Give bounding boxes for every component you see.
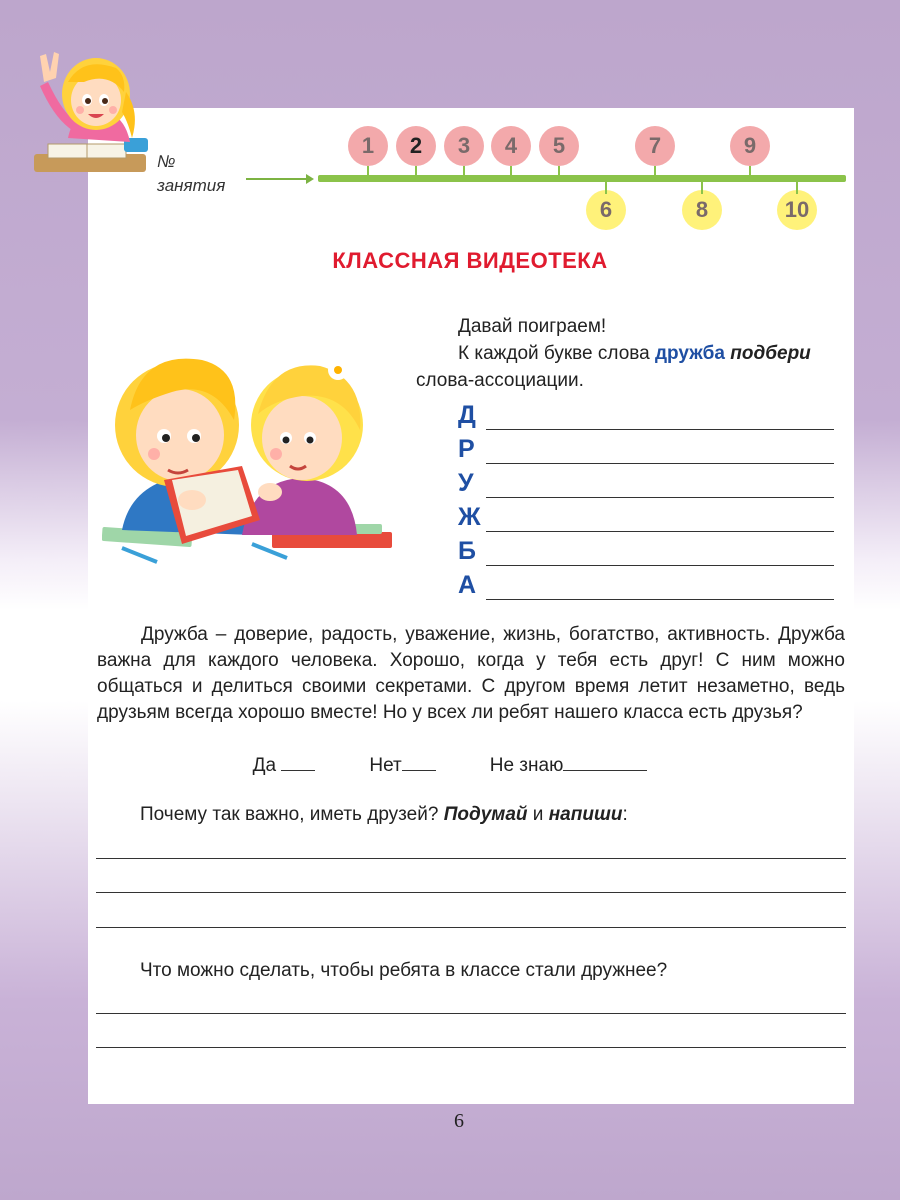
lesson-number-bubble: 9 (730, 126, 770, 166)
timeline-tick (463, 166, 465, 182)
answer-line[interactable] (96, 1047, 846, 1048)
instruction-line-2 (416, 340, 856, 367)
answer-yes[interactable] (253, 752, 316, 777)
lesson-number-bubble: 6 (586, 190, 626, 230)
question-1-text: Почему так важно, иметь друзей? (140, 804, 444, 825)
lesson-number-bubble: 7 (635, 126, 675, 166)
page-title: КЛАССНАЯ ВИДЕОТЕКА (332, 248, 608, 273)
answer-line[interactable] (96, 1013, 846, 1014)
acrostic-answer-line[interactable] (486, 575, 834, 600)
instruction-line-1: Давай поиграем! (458, 316, 607, 337)
lesson-number-bubble: 3 (444, 126, 484, 166)
question-1-and: и (527, 804, 549, 825)
keyword-podberi: подбери (730, 343, 811, 364)
timeline-tick (415, 166, 417, 182)
arrow-right-icon (246, 178, 312, 180)
answer-no[interactable] (369, 752, 435, 777)
answer-options (0, 752, 900, 777)
question-1-colon: : (622, 804, 628, 825)
timeline-tick (796, 178, 798, 194)
answer-no-label: Нет (369, 755, 402, 776)
timeline-tick (749, 166, 751, 182)
answer-line[interactable] (96, 927, 846, 928)
answer-dont-know-label: Не знаю (489, 755, 564, 776)
lesson-number-sign: № (157, 152, 176, 171)
task-instruction (416, 313, 856, 394)
paragraph-text: Дружба – доверие, радость, уважение, жизнь, богатство, активность. Дружба важна для каждого человека. Хорошо, когда у тебя есть друг! С ним можно общаться и делиться своими секретами. С другом время летит незаметно, ведь друзьям всегда хорошо вместе! Но у всех ли ребят нашего класса есть друзья? (97, 624, 845, 723)
friendship-paragraph (97, 622, 845, 726)
answer-yes-label: Да (252, 755, 277, 776)
acrostic-answer-list (458, 396, 838, 600)
acrostic-row (458, 532, 838, 566)
acrostic-row (458, 566, 838, 600)
timeline-tick (654, 166, 656, 182)
timeline-tick (605, 178, 607, 194)
lesson-number-bubble: 1 (348, 126, 388, 166)
acrostic-letter: У (458, 469, 474, 497)
acrostic-row (458, 396, 838, 430)
answer-no-blank[interactable] (402, 752, 436, 771)
acrostic-answer-line[interactable] (486, 405, 834, 430)
keyword-druzhba: дружба (655, 343, 725, 364)
page-number: 6 (454, 1110, 464, 1132)
question-2: Что можно сделать, чтобы ребята в классе стали дружнее? (140, 960, 668, 981)
answer-yes-blank[interactable] (281, 752, 315, 771)
lesson-number-bubble: 8 (682, 190, 722, 230)
acrostic-letter: Б (458, 537, 476, 565)
lesson-number-bubble: 2 (396, 126, 436, 166)
timeline-tick (558, 166, 560, 182)
acrostic-letter: Р (458, 435, 475, 463)
girl-raising-hand-illustration (28, 42, 158, 182)
lesson-timeline (318, 175, 846, 182)
answer-dont-know-blank[interactable] (563, 752, 647, 771)
acrostic-answer-line[interactable] (486, 541, 834, 566)
lesson-number-bubble: 4 (491, 126, 531, 166)
acrostic-letter: Д (458, 401, 476, 429)
question-1 (140, 804, 628, 826)
acrostic-row (458, 464, 838, 498)
acrostic-answer-line[interactable] (486, 473, 834, 498)
acrostic-row (458, 430, 838, 464)
acrostic-answer-line[interactable] (486, 439, 834, 464)
lesson-number-bubble: 5 (539, 126, 579, 166)
instruction-line-3: слова-ассоциации. (416, 370, 584, 391)
lesson-number-word: занятия (157, 176, 226, 195)
timeline-tick (701, 178, 703, 194)
lesson-number-label (157, 150, 225, 198)
timeline-tick (367, 166, 369, 182)
acrostic-row (458, 498, 838, 532)
answer-line[interactable] (96, 858, 846, 859)
question-1-write: напиши (548, 804, 623, 825)
answer-dont-know[interactable] (490, 752, 648, 777)
question-1-think: Подумай (443, 804, 528, 825)
children-reading-book-illustration (102, 330, 412, 575)
acrostic-letter: Ж (458, 503, 481, 531)
acrostic-answer-line[interactable] (486, 507, 834, 532)
acrostic-letter: А (458, 571, 477, 599)
timeline-tick (510, 166, 512, 182)
answer-line[interactable] (96, 892, 846, 893)
instruction-prefix: К каждой букве слова (458, 343, 655, 364)
lesson-number-bubble: 10 (777, 190, 817, 230)
